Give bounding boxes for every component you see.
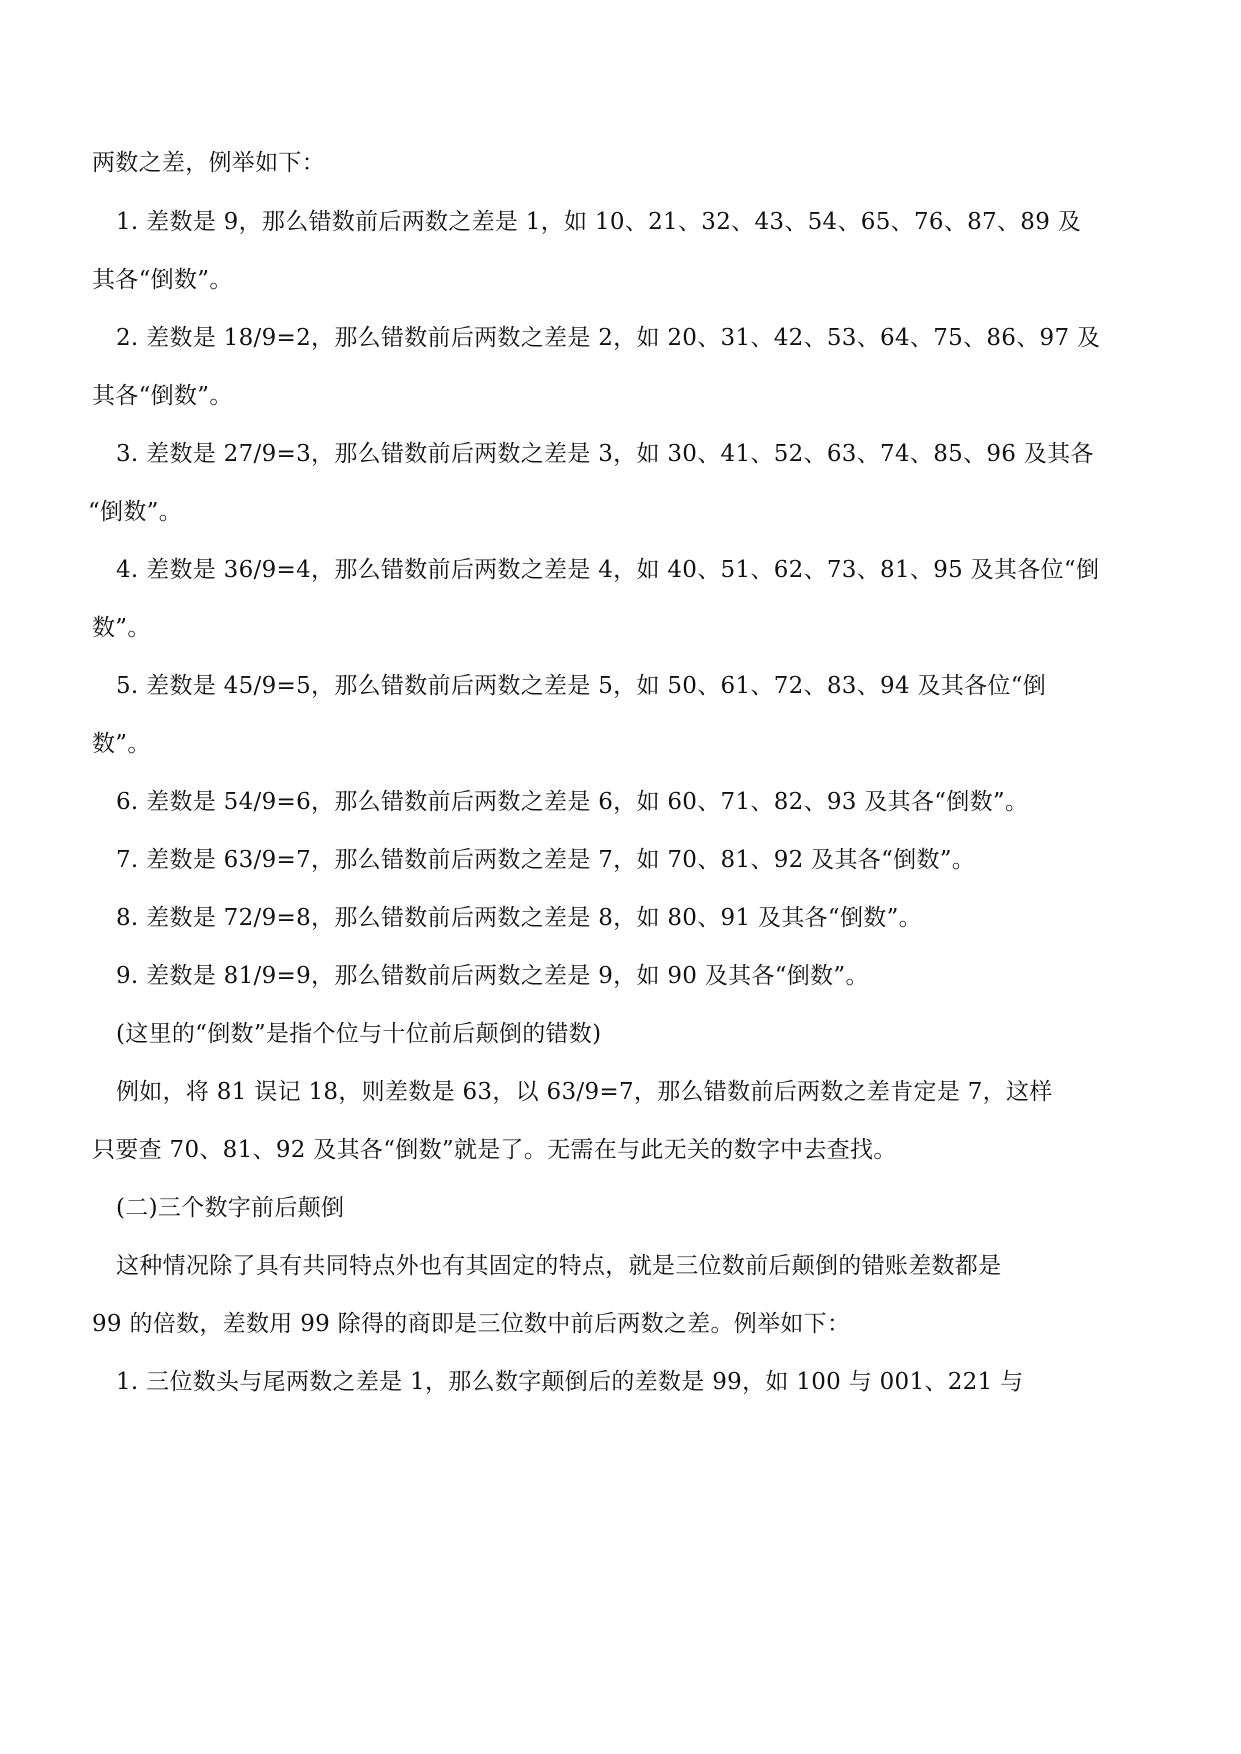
list-item: 7. 差数是 63/9=7，那么错数前后两数之差是 7，如 70、81、92 及其各“倒数”。	[116, 847, 976, 873]
list-item: 4. 差数是 36/9=4，那么错数前后两数之差是 4，如 40、51、62、73、81、95 及其各位“倒	[116, 557, 1100, 583]
text-line: “倒数”。	[88, 499, 183, 525]
text-line: 数”。	[92, 731, 151, 757]
section-heading: (二)三个数字前后颠倒	[116, 1195, 345, 1221]
list-item: 8. 差数是 72/9=8，那么错数前后两数之差是 8，如 80、91 及其各“倒数”。	[116, 905, 922, 931]
list-item: 1. 差数是 9，那么错数前后两数之差是 1，如 10、21、32、43、54、65、76、87、89 及	[116, 209, 1082, 235]
paragraph-line: 只要查 70、81、92 及其各“倒数”就是了。无需在与此无关的数字中去查找。	[92, 1137, 897, 1163]
paragraph-line: 这种情况除了具有共同特点外也有其固定的特点，就是三位数前后颠倒的错账差数都是	[116, 1253, 1002, 1279]
list-item: 2. 差数是 18/9=2，那么错数前后两数之差是 2，如 20、31、42、53、64、75、86、97 及	[116, 325, 1101, 351]
text-line: 数”。	[92, 615, 151, 641]
text-line: 其各“倒数”。	[92, 267, 233, 293]
list-item: 9. 差数是 81/9=9，那么错数前后两数之差是 9，如 90 及其各“倒数”。	[116, 963, 869, 989]
list-item: 3. 差数是 27/9=3，那么错数前后两数之差是 3，如 30、41、52、63、74、85、96 及其各	[116, 441, 1094, 467]
list-item: 6. 差数是 54/9=6，那么错数前后两数之差是 6，如 60、71、82、93 及其各“倒数”。	[116, 789, 1029, 815]
text-line: 其各“倒数”。	[92, 383, 233, 409]
note-line: (这里的“倒数”是指个位与十位前后颠倒的错数)	[116, 1021, 602, 1047]
paragraph-line: 例如，将 81 误记 18，则差数是 63，以 63/9=7，那么错数前后两数之差肯定是 7，这样	[116, 1079, 1053, 1105]
text-line: 两数之差，例举如下：	[92, 150, 325, 176]
list-item: 1. 三位数头与尾两数之差是 1，那么数字颠倒后的差数是 99，如 100 与 001、221 与	[116, 1369, 1024, 1395]
list-item: 5. 差数是 45/9=5，那么错数前后两数之差是 5，如 50、61、72、83、94 及其各位“倒	[116, 673, 1047, 699]
paragraph-line: 99 的倍数，差数用 99 除得的商即是三位数中前后两数之差。例举如下：	[92, 1311, 851, 1337]
